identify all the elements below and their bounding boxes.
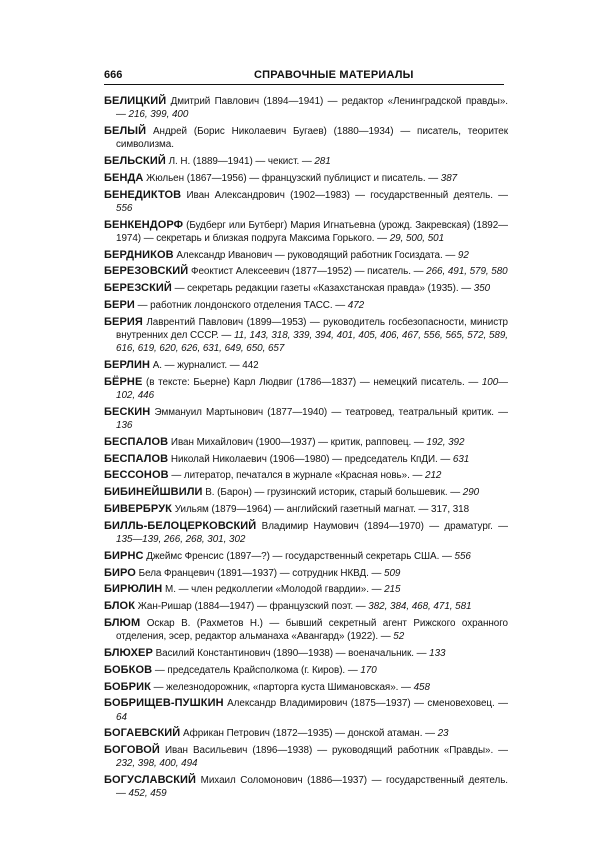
- index-entries: [104, 95, 508, 804]
- index-entry: [104, 550, 508, 563]
- entry-surname: БИРНС: [104, 549, 144, 562]
- entry-pages: 212: [425, 470, 442, 482]
- entry-description: Николай Николаевич (1906—1980) — председатель КпДИ. —: [168, 453, 453, 465]
- entry-surname: БЕНКЕНДОРФ: [104, 218, 184, 231]
- entry-surname: БЛОК: [104, 600, 136, 613]
- entry-surname: БИРО: [104, 566, 136, 579]
- entry-description: Иван Александрович (1902—1983) — государственный деятель. —: [181, 189, 508, 201]
- entry-description: Оскар В. (Рахметов Н.) — бывший секретный агент Рижского охранного отделения, эсер, редактор альманаха «Авангард» (1922). —: [116, 617, 508, 643]
- entry-surname: БИВЕРБРУК: [104, 502, 172, 515]
- index-entry: [104, 316, 508, 356]
- index-entry: [104, 299, 508, 312]
- index-entry: [104, 647, 508, 660]
- index-entry: [104, 469, 508, 482]
- index-entry: [104, 125, 508, 151]
- index-entry: [104, 664, 508, 677]
- index-entry: [104, 744, 508, 770]
- entry-pages: 232, 398, 400, 494: [116, 758, 198, 770]
- index-entry: [104, 503, 508, 516]
- entry-pages: 136: [116, 419, 133, 431]
- entry-description: Владимир Наумович (1894—1970) — драматург. —: [256, 520, 508, 532]
- entry-description: А. — журналист. — 442: [150, 359, 259, 371]
- entry-pages: 216, 399, 400: [128, 109, 189, 121]
- running-title: СПРАВОЧНЫЕ МАТЕРИАЛЫ: [254, 69, 414, 81]
- entry-surname: БЛЮМ: [104, 616, 141, 629]
- entry-surname: БЕЛЬСКИЙ: [104, 155, 166, 167]
- index-entry: [104, 697, 508, 723]
- entry-description: — секретарь редакции газеты «Казахстанская правда» (1935). —: [171, 283, 474, 295]
- entry-pages: 92: [457, 249, 469, 261]
- entry-surname: БЕРЕЗОВСКИЙ: [104, 265, 189, 278]
- entry-pages: 100—102, 446: [116, 376, 508, 401]
- entry-description: — работник лондонского отделения ТАСС. —: [134, 299, 348, 311]
- entry-surname: БЕСКИН: [104, 405, 151, 418]
- index-entry: [104, 774, 508, 800]
- index-entry: [104, 95, 508, 121]
- entry-pages: 64: [116, 711, 127, 723]
- entry-surname: БЕСПАЛОВ: [104, 435, 169, 448]
- index-entry: [104, 172, 508, 185]
- entry-description: В. (Барон) — грузинский историк, старый большевик. —: [202, 487, 463, 499]
- index-entry: [104, 600, 508, 613]
- entry-description: Иван Михайлович (1900—1937) — критик, рапповец. —: [168, 436, 427, 448]
- entry-description: Эммануил Мартынович (1877—1940) — театровед, театральный критик. —: [150, 406, 508, 418]
- entry-surname: БОБКОВ: [104, 663, 153, 676]
- index-entry: [104, 583, 508, 596]
- entry-pages: 452, 459: [128, 788, 167, 800]
- entry-description: М. — член редколлегии «Молодой гвардии». —: [162, 584, 385, 596]
- entry-surname: БЕЛЫЙ: [104, 125, 147, 137]
- entry-surname: БЕНЕДИКТОВ: [104, 188, 182, 201]
- entry-pages: 290: [462, 487, 480, 499]
- entry-description: Бела Францевич (1891—1937) — сотрудник НКВД. —: [135, 567, 385, 579]
- entry-pages: 11, 143, 318, 339, 394, 401, 405, 406, 467, 556, 565, 572, 589, 616, 619, 620, 626, 631, 649, 650, 657: [116, 329, 509, 355]
- entry-surname: БЕНДА: [104, 171, 144, 184]
- entry-description: Александр Иванович — руководящий работник Госиздата. —: [173, 249, 458, 261]
- page-number: 666: [104, 69, 123, 81]
- entry-pages: 52: [393, 631, 405, 643]
- entry-pages: 170: [360, 664, 377, 676]
- entry-description: Жан-Ришар (1884—1947) — французский поэт. —: [135, 601, 369, 613]
- entry-surname: БЁРНЕ: [104, 375, 143, 388]
- entry-pages: 556: [116, 202, 133, 214]
- index-entry: [104, 219, 508, 245]
- entry-surname: БЕЛИЦКИЙ: [104, 95, 167, 107]
- entry-description: — железнодорожник, «парторга куста Шимановская». —: [150, 681, 414, 693]
- entry-description: Лаврентий Павлович (1899—1953) — руководитель госбезопасности, министр внутренних дел СССР. —: [116, 316, 508, 341]
- entry-pages: 266, 491, 579, 580: [426, 266, 508, 278]
- entry-description: Дмитрий Павлович (1894—1941) — редактор «Ленинградской правды». —: [116, 96, 508, 121]
- entry-description: Феоктист Алексеевич (1877—1952) — писатель. —: [188, 266, 427, 278]
- index-entry: [104, 249, 508, 262]
- entry-description: Л. Н. (1889—1941) — чекист. —: [165, 156, 315, 167]
- index-entry: [104, 359, 508, 372]
- entry-surname: БОГУСЛАВСКИЙ: [104, 774, 197, 787]
- entry-pages: 29, 500, 501: [389, 232, 445, 244]
- index-entry: [104, 406, 508, 432]
- entry-pages: 509: [384, 567, 401, 579]
- index-entry: [104, 436, 508, 449]
- entry-surname: БЕССОНОВ: [104, 469, 169, 482]
- entry-surname: БИЛЛЬ-БЕЛОЦЕРКОВСКИЙ: [104, 519, 257, 532]
- entry-surname: БЕРИЯ: [104, 315, 143, 328]
- entry-description: Андрей (Борис Николаевич Бугаев) (1880—1934) — писатель, теоритек символизма.: [116, 126, 508, 151]
- entry-surname: БЕСПАЛОВ: [104, 452, 169, 465]
- entry-pages: 215: [384, 584, 401, 596]
- entry-pages: 472: [347, 299, 365, 311]
- index-entry: [104, 265, 508, 278]
- entry-description: Африкан Петрович (1872—1935) — донской атаман. —: [180, 728, 438, 740]
- index-entry: [104, 189, 508, 215]
- entry-description: Жюльен (1867—1956) — французский публицист и писатель. —: [143, 172, 441, 184]
- entry-description: Александр Владимирович (1875—1937) — сменовеховец. —: [223, 698, 508, 710]
- index-entry: [104, 727, 508, 740]
- entry-pages: 192, 392: [426, 436, 465, 448]
- index-entry: [104, 567, 508, 580]
- entry-surname: БЛЮХЕР: [104, 646, 153, 659]
- entry-pages: 631: [452, 453, 470, 465]
- entry-pages: 281: [314, 156, 331, 167]
- index-entry: [104, 282, 508, 295]
- entry-surname: БИБИНЕЙШВИЛИ: [104, 486, 203, 499]
- entry-pages: 387: [440, 172, 458, 184]
- entry-pages: 458: [413, 681, 430, 693]
- entry-pages: 23: [437, 728, 449, 740]
- entry-pages: 133: [429, 647, 446, 659]
- entry-description: Василий Константинович (1890—1938) — военачальник. —: [152, 647, 430, 659]
- entry-description: (в тексте: Бьерне) Карл Людвиг (1786—1837) — немецкий писатель. —: [142, 376, 482, 388]
- entry-pages: 556: [454, 550, 471, 562]
- entry-pages: 382, 384, 468, 471, 581: [368, 601, 472, 613]
- entry-description: (Будберг или Бутберг) Мария Игнатьевна (урожд. Закревская) (1892—1974) — секретарь и близкая подруга Максима Горького. —: [116, 219, 508, 244]
- entry-surname: БЕРЕЗСКИЙ: [104, 282, 172, 295]
- header-rule: [104, 84, 504, 85]
- index-entry: [104, 376, 508, 402]
- index-entry: [104, 155, 508, 168]
- entry-pages: 350: [473, 283, 491, 295]
- entry-description: — председатель Крайсполкома (г. Киров). —: [152, 664, 361, 676]
- index-entry: [104, 681, 508, 694]
- entry-description: Иван Васильевич (1896—1938) — руководящий работник «Правды». —: [159, 745, 508, 757]
- entry-surname: БЕРЛИН: [104, 358, 151, 371]
- entry-pages: 135—139, 266, 268, 301, 302: [116, 533, 246, 545]
- entry-description: Уильям (1879—1964) — английский газетный магнат. — 317, 318: [172, 503, 470, 515]
- entry-surname: БОБРИЩЕВ-ПУШКИН: [104, 697, 224, 710]
- index-entry: [104, 486, 508, 499]
- entry-surname: БИРЮЛИН: [104, 583, 163, 596]
- entry-surname: БОГАЕВСКИЙ: [104, 727, 181, 740]
- index-entry: [104, 453, 508, 466]
- entry-surname: БЕРИ: [104, 298, 135, 311]
- index-entry: [104, 617, 508, 643]
- entry-description: — литератор, печатался в журнале «Красная новь». —: [168, 470, 425, 482]
- entry-surname: БОБРИК: [104, 680, 151, 693]
- index-entry: [104, 520, 508, 546]
- entry-description: Джеймс Френсис (1897—?) — государственный секретарь США. —: [143, 550, 455, 562]
- entry-description: Михаил Соломонович (1886—1937) — государственный деятель. —: [116, 775, 508, 800]
- entry-surname: БОГОВОЙ: [104, 744, 160, 757]
- entry-surname: БЕРДНИКОВ: [104, 248, 174, 261]
